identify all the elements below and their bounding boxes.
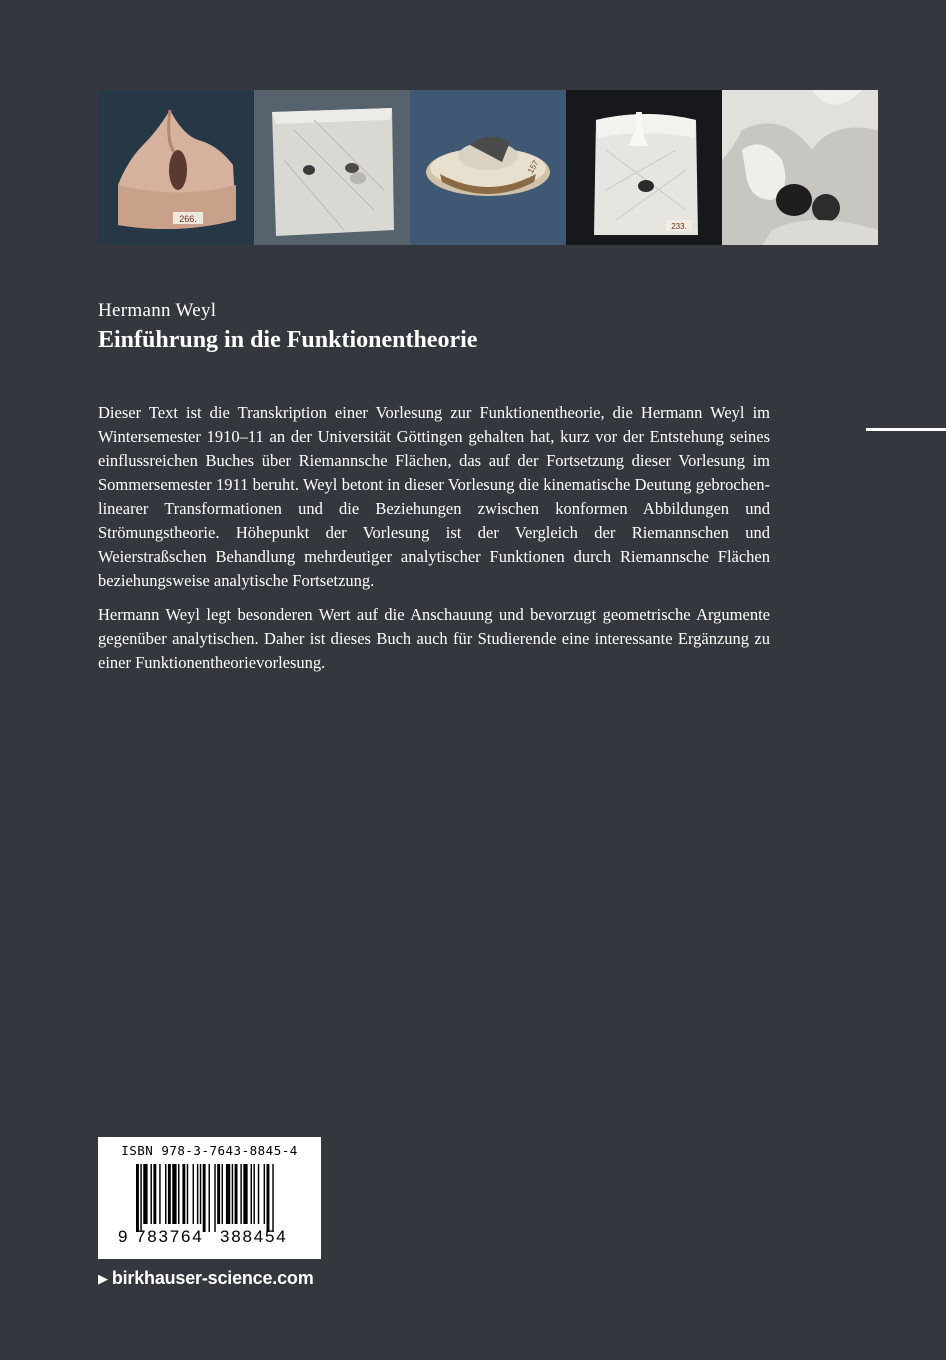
play-arrow-icon: ▶ <box>98 1271 108 1286</box>
barcode-bar <box>165 1164 166 1224</box>
website-link[interactable] <box>98 1268 314 1289</box>
barcode-bar <box>253 1164 254 1224</box>
plaster-model-pole-zero-icon <box>566 90 722 245</box>
barcode-bar <box>200 1164 201 1224</box>
barcode-bar <box>153 1164 156 1224</box>
barcode-bar <box>240 1164 241 1224</box>
blurb-paragraph-2: Hermann Weyl legt besonderen Wert auf die Anschauung und bevorzugt geometrische Argumente gegenüber analytischen. Daher ist dieses Buch auch für Studierende eine interessante Ergänzung zu einer Funktionentheorievorlesung. <box>98 605 770 672</box>
photo-plaster-model-1 <box>98 90 254 245</box>
barcode-bar <box>232 1164 233 1224</box>
plaster-model-saddle-icon <box>98 90 254 245</box>
barcode-bar <box>168 1164 171 1224</box>
barcode-bar <box>226 1164 230 1224</box>
barcode-bar <box>222 1164 223 1224</box>
barcode-bar <box>214 1164 215 1232</box>
barcode-bar <box>272 1164 273 1232</box>
barcode-bar <box>251 1164 252 1224</box>
book-blurb <box>98 401 770 685</box>
barcode-icon <box>98 1162 321 1237</box>
side-rule <box>866 428 946 431</box>
photo-label-4: 233. <box>671 222 687 231</box>
barcode-bar <box>159 1164 160 1224</box>
book-title: Einführung in die Funktionentheorie <box>98 327 478 353</box>
author-name: Hermann Weyl <box>98 300 217 321</box>
barcode-bar <box>209 1164 210 1232</box>
barcode-bar <box>187 1164 188 1224</box>
barcode-bar <box>243 1164 247 1224</box>
barcode-bar <box>258 1164 259 1224</box>
photo-label-3: 157 <box>525 158 541 175</box>
barcode-bar <box>140 1164 141 1232</box>
ean-left-group: 783764 <box>136 1227 204 1246</box>
ean-first-digit: 9 <box>118 1227 128 1246</box>
barcode-bar <box>178 1164 179 1224</box>
barcode-bar <box>264 1164 265 1224</box>
barcode-bar <box>151 1164 152 1224</box>
photo-strip <box>98 90 878 245</box>
barcode-bar <box>193 1164 194 1224</box>
photo-plaster-model-4 <box>566 90 722 245</box>
barcode-bar <box>217 1164 220 1224</box>
barcode-bar <box>235 1164 238 1224</box>
blurb-paragraph-1: Dieser Text ist die Transkription einer Vorlesung zur Funktionentheorie, die Hermann Weyl im Wintersemester 1910–11 an der Universität Göttingen gehalten hat, kurz vor der Entstehung seines einflussreichen Buches über Riemannsche Flächen, das auf der Fortsetzung dieser Vorlesung im Sommersemester 1911 beruht. Weyl betont in dieser Vorlesung die kinematische Deutung gebrochen-linearer Transformationen und die Beziehungen zwischen konformen Abbildungen und Strömungstheorie. Höhepunkt der Vorlesung ist der Vergleich der Riemannschen und Weierstraßschen Behandlung mehrdeutiger analytischer Funktionen durch Riemannsche Flächen beziehungsweise analytische Fortsetzung. <box>98 403 770 590</box>
photo-plaster-model-3 <box>410 90 566 245</box>
barcode-bar <box>197 1164 198 1224</box>
barcode-bar <box>143 1164 147 1224</box>
website-text: birkhauser-science.com <box>111 1268 314 1288</box>
barcode-bar <box>267 1164 270 1232</box>
ean-right-group: 388454 <box>220 1227 288 1246</box>
plaster-model-two-poles-icon <box>254 90 410 245</box>
photo-plaster-model-2 <box>254 90 410 245</box>
plaster-model-riemann-surface-icon <box>722 90 878 245</box>
plaster-model-disk-icon <box>410 90 566 245</box>
barcode-bar <box>182 1164 185 1224</box>
barcode-bar <box>136 1164 139 1232</box>
barcode-bar <box>203 1164 206 1232</box>
isbn-barcode <box>98 1137 321 1259</box>
isbn-text: ISBN 978-3-7643-8845-4 <box>121 1143 298 1158</box>
photo-plaster-model-5 <box>722 90 878 245</box>
barcode-bar <box>172 1164 176 1224</box>
photo-label-1: 266. <box>179 214 197 224</box>
